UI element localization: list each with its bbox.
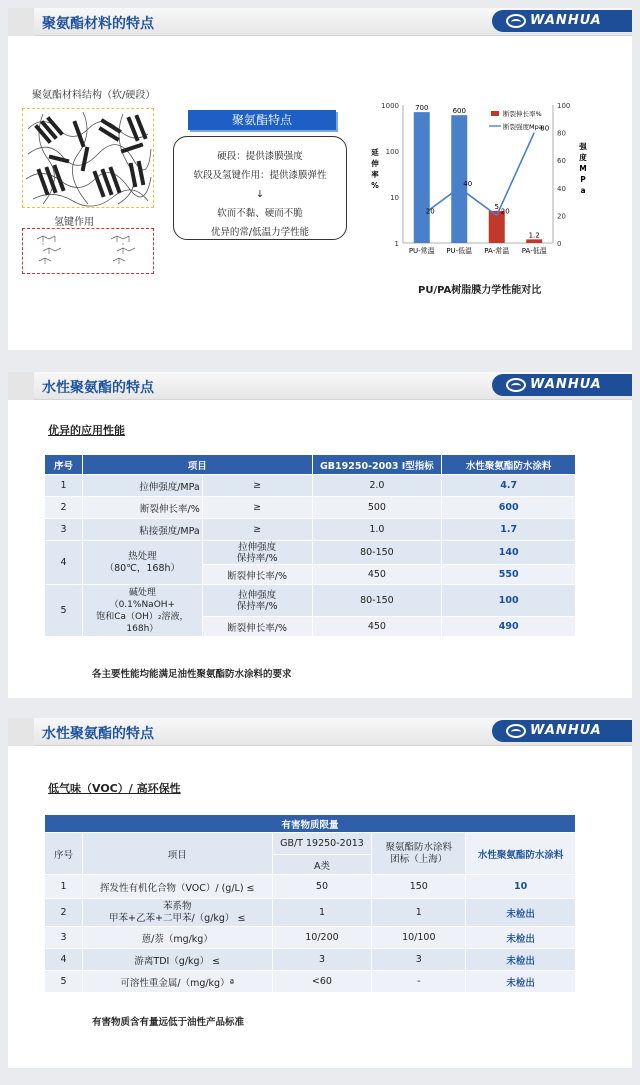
- wanhua-logo: [492, 720, 632, 742]
- cell-value: 未检出: [466, 927, 576, 949]
- cell-item: 拉伸强度/MPa: [82, 475, 202, 497]
- y-right-tick-label: 40: [557, 184, 566, 193]
- cell-subitem: 断裂伸长率/%: [202, 617, 312, 637]
- x-tick-label: PU-常温: [408, 247, 435, 255]
- table-row: [45, 875, 576, 899]
- bar-data-label: 5: [494, 202, 499, 211]
- cell-std: 80-150: [312, 541, 442, 565]
- cell-value: 550: [442, 565, 576, 585]
- title-bar: [8, 8, 632, 36]
- table-row: [45, 949, 576, 971]
- table-row: [45, 541, 576, 565]
- cell-std: 450: [312, 617, 442, 637]
- cell-item: 苯系物 甲苯+乙苯+二甲苯/（g/kg） ≤: [82, 899, 272, 927]
- bar-data-label: 600: [452, 107, 466, 116]
- cell-item: 挥发性有机化合物（VOC）/ (g/L) ≤: [82, 875, 272, 899]
- structure-diagram: [22, 108, 154, 208]
- wanhua-logo-icon: [506, 724, 526, 738]
- line-data-label: 20: [500, 207, 510, 216]
- cell-std: 450: [312, 565, 442, 585]
- cell-value: 未检出: [466, 949, 576, 971]
- feature-line: 硬段：提供漆膜强度: [217, 151, 303, 162]
- col-header: 项目: [82, 833, 272, 875]
- cell-item: 断裂伸长率/%: [82, 497, 202, 519]
- feature-line: 软而不黏、硬而不脆: [217, 208, 303, 219]
- cell-value: 490: [442, 617, 576, 637]
- cell-std: 150: [372, 875, 466, 899]
- table-note: 各主要性能均能满足油性聚氨酯防水涂料的要求: [92, 669, 292, 680]
- line-data-label: 80: [540, 124, 550, 133]
- wanhua-logo-icon: [506, 14, 526, 28]
- cell-value: 未检出: [466, 899, 576, 927]
- slide-pu-features: [8, 8, 632, 350]
- title-accent: [8, 8, 34, 36]
- table-row: [45, 497, 576, 519]
- cell-item: 游离TDI（g/kg） ≤: [82, 949, 272, 971]
- y-left-tick-label: 10: [390, 194, 399, 202]
- cell-no: 1: [45, 875, 83, 899]
- legend-swatch-bar: [491, 111, 499, 116]
- y-right-tick-label: 20: [557, 212, 566, 221]
- y-left-tick-label: 1: [394, 240, 399, 248]
- x-tick-label: PU-低温: [446, 247, 473, 255]
- wanhua-logo: [492, 10, 632, 32]
- features-header: 聚氨酯特点: [188, 110, 336, 130]
- features-box: [173, 136, 347, 240]
- cell-no: 5: [45, 971, 83, 993]
- cell-item: 碱处理 （0.1%NaOH+ 饱和Ca（OH）₂溶液，168h）: [82, 585, 202, 637]
- cell-item: 蒽/萘（mg/kg）: [82, 927, 272, 949]
- line-data-label: 20: [425, 207, 435, 216]
- col-header: 水性聚氨酯防水涂料: [442, 455, 576, 475]
- logo-text: WANHUA: [530, 13, 602, 28]
- col-header: 项目: [82, 455, 312, 475]
- cell-no: 4: [45, 541, 83, 585]
- cell-std: 1: [272, 899, 372, 927]
- chart-caption: PU/PA树脂膜力学性能对比: [418, 285, 542, 296]
- feature-line: 软段及氢键作用：提供漆膜弹性: [193, 170, 327, 181]
- y-left-label: 延: [371, 148, 379, 157]
- slide-title: 聚氨酯材料的特点: [42, 16, 154, 32]
- cell-no: 3: [45, 927, 83, 949]
- cell-no: 3: [45, 519, 83, 541]
- y-right-label: a: [580, 186, 586, 195]
- col-header: GB/T 19250-2013: [272, 833, 372, 855]
- cell-value: 140: [442, 541, 576, 565]
- cell-value: 未检出: [466, 971, 576, 993]
- title-accent: [8, 718, 34, 746]
- cell-item: 热处理 （80℃，168h）: [82, 541, 202, 585]
- title-bar: [8, 718, 632, 746]
- y-left-label: %: [371, 181, 379, 190]
- hbond-illustration: [23, 229, 153, 273]
- cell-op: ≥: [202, 475, 312, 497]
- table-row: [45, 519, 576, 541]
- y-right-tick-label: 60: [557, 157, 566, 166]
- y-left-tick-label: 1000: [381, 102, 399, 110]
- bar: [526, 239, 542, 243]
- feature-arrow: ↓: [256, 189, 264, 200]
- cell-subitem: 拉伸强度 保持率/%: [202, 585, 312, 617]
- cell-op: ≥: [202, 497, 312, 519]
- cell-no: 5: [45, 585, 83, 637]
- table-row: [45, 475, 576, 497]
- y-left-label: 率: [371, 170, 379, 179]
- cell-std: 3: [372, 949, 466, 971]
- legend-label: 断裂强度Mpa: [503, 123, 543, 131]
- title-accent: [8, 372, 34, 400]
- y-right-tick-label: 100: [557, 102, 571, 110]
- bar-data-label: 1.2: [528, 231, 540, 240]
- col-header: GB19250-2003 Ⅰ型指标: [312, 455, 442, 475]
- cell-std: 2.0: [312, 475, 442, 497]
- col-header: 聚氨酯防水涂料 团标（上海）: [372, 833, 466, 875]
- cell-value: 4.7: [442, 475, 576, 497]
- table-row: [45, 927, 576, 949]
- cell-std: 1: [372, 899, 466, 927]
- cell-std: 3: [272, 949, 372, 971]
- hbond-label: 氢键作用: [54, 217, 94, 228]
- section-subtitle: 优异的应用性能: [48, 424, 125, 437]
- table-title: 有害物质限量: [45, 815, 576, 833]
- slide-title: 水性聚氨酯的特点: [42, 726, 154, 742]
- hbond-diagram: [22, 228, 154, 274]
- legend-label: 断裂伸长率%: [503, 110, 542, 118]
- cell-value: 1.7: [442, 519, 576, 541]
- table-row: [45, 585, 576, 617]
- pu-pa-chart: [363, 93, 593, 273]
- y-right-label: 强: [579, 142, 587, 151]
- wanhua-logo-icon: [506, 378, 526, 392]
- line-data-label: 40: [463, 179, 473, 188]
- cell-no: 4: [45, 949, 83, 971]
- slide-title: 水性聚氨酯的特点: [42, 380, 154, 396]
- performance-table: [44, 454, 576, 637]
- cell-no: 1: [45, 475, 83, 497]
- cell-subitem: 断裂伸长率/%: [202, 565, 312, 585]
- y-right-tick-label: 80: [557, 129, 566, 138]
- x-tick-label: PA-低温: [521, 247, 547, 255]
- cell-value: 600: [442, 497, 576, 519]
- logo-text: WANHUA: [530, 377, 602, 392]
- cell-op: ≥: [202, 519, 312, 541]
- y-left-tick-label: 100: [385, 148, 399, 156]
- cell-std: 1.0: [312, 519, 442, 541]
- cell-std: 80-150: [312, 585, 442, 617]
- bar: [414, 112, 430, 243]
- bar-data-label: 700: [415, 104, 429, 113]
- x-tick-label: PA-常温: [484, 247, 510, 255]
- col-subheader: A类: [272, 855, 372, 875]
- cell-no: 2: [45, 497, 83, 519]
- cell-std: 10/200: [272, 927, 372, 949]
- wanhua-logo: [492, 374, 632, 396]
- col-header: 序号: [45, 455, 83, 475]
- col-header: 序号: [45, 833, 83, 875]
- series-line: [422, 133, 535, 216]
- cell-item: 可溶性重金属/（mg/kg）ª: [82, 971, 272, 993]
- y-right-label: 度: [579, 153, 587, 162]
- cell-no: 2: [45, 899, 83, 927]
- feature-line: 优异的常/低温力学性能: [210, 227, 310, 238]
- structure-title: 聚氨酯材料结构（软/硬段）: [32, 90, 156, 101]
- slide-application-performance: [8, 372, 632, 698]
- table-row: [45, 899, 576, 927]
- hazard-table: [44, 814, 576, 993]
- y-right-label: P: [580, 175, 586, 184]
- slide-low-voc: [8, 718, 632, 1068]
- cell-value: 100: [442, 585, 576, 617]
- logo-text: WANHUA: [530, 723, 602, 738]
- table-row: [45, 971, 576, 993]
- section-subtitle: 低气味（VOC）/ 高环保性: [48, 782, 181, 795]
- cell-std: <60: [272, 971, 372, 993]
- y-left-label: 伸: [371, 159, 379, 168]
- cell-std: 10/100: [372, 927, 466, 949]
- y-right-label: M: [579, 164, 587, 173]
- cell-std: -: [372, 971, 466, 993]
- cell-value: 10: [466, 875, 576, 899]
- cell-item: 粘接强度/MPa: [82, 519, 202, 541]
- segment-illustration: [23, 109, 153, 207]
- col-header: 水性聚氨酯防水涂料: [466, 833, 576, 875]
- cell-std: 50: [272, 875, 372, 899]
- title-bar: [8, 372, 632, 400]
- table-note: 有害物质含有量远低于油性产品标准: [92, 1017, 245, 1028]
- y-right-tick-label: 0: [557, 240, 562, 248]
- cell-std: 500: [312, 497, 442, 519]
- cell-subitem: 拉伸强度 保持率/%: [202, 541, 312, 565]
